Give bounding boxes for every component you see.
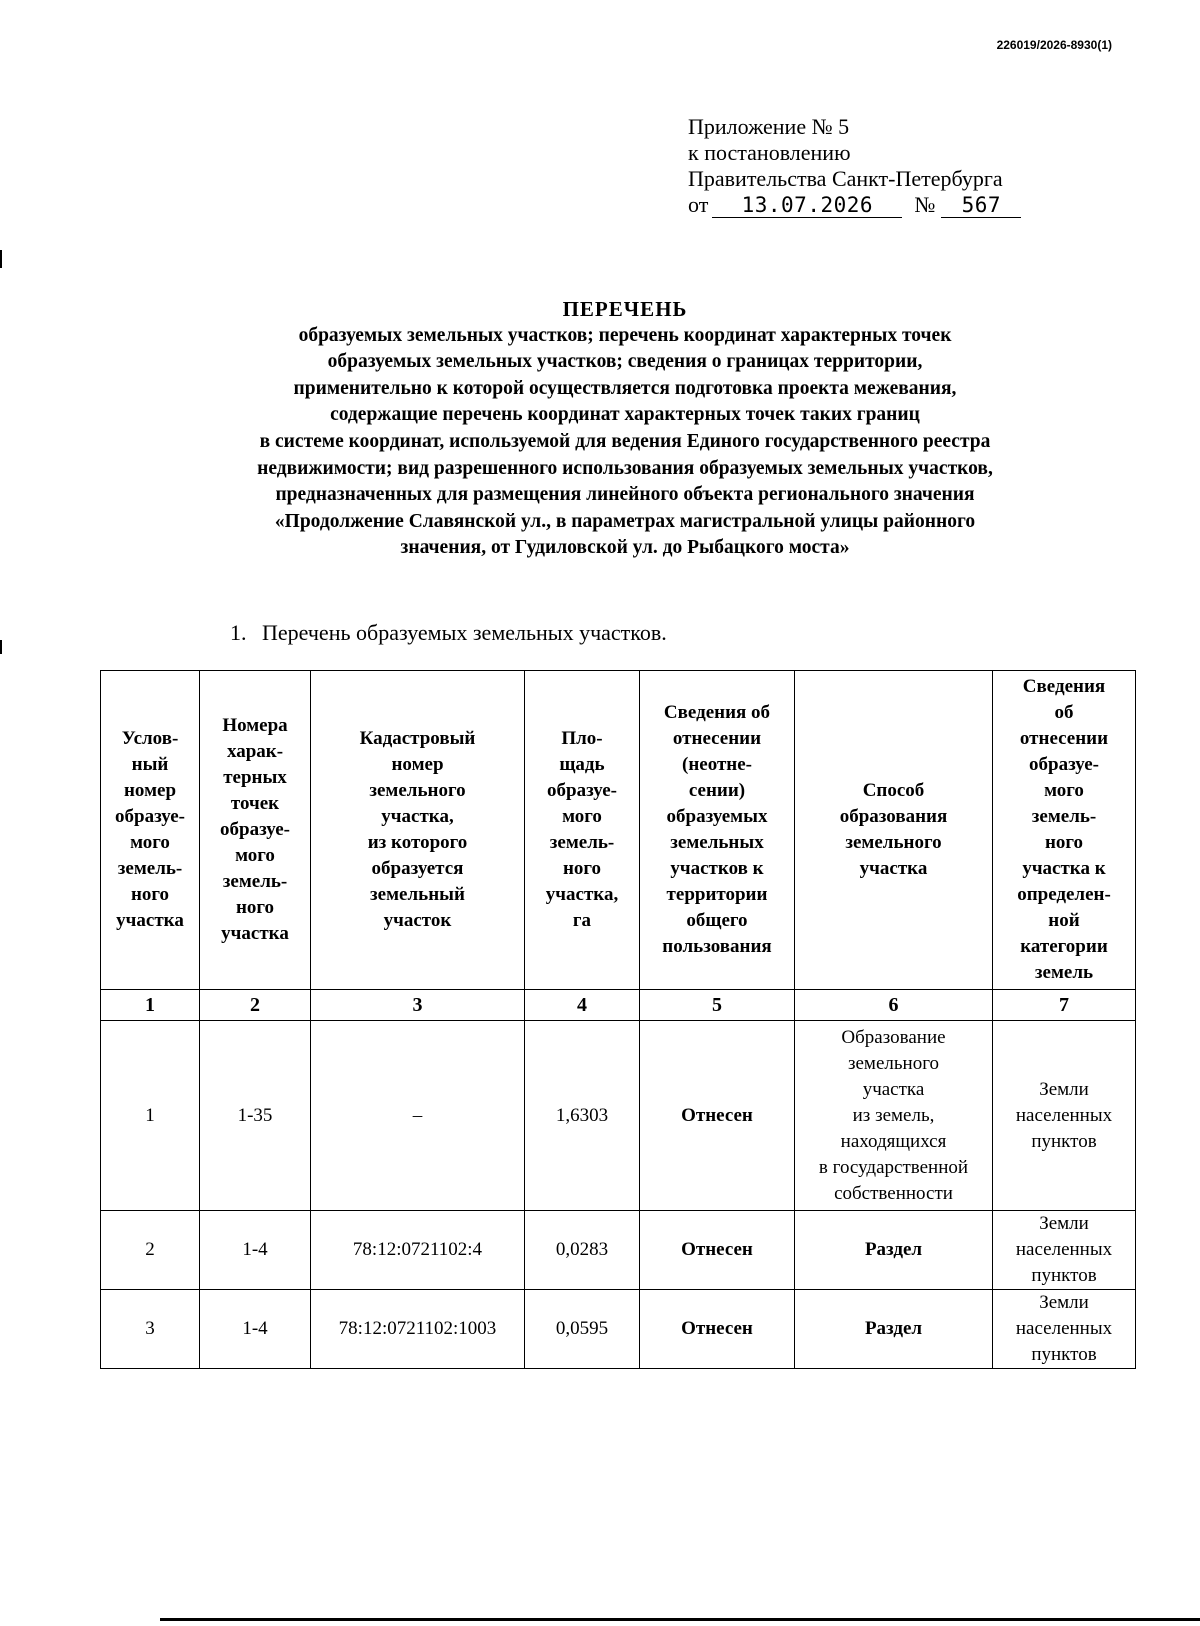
cell-line: участка xyxy=(859,858,928,879)
cell-line: Образование xyxy=(841,1026,946,1048)
cell-line: сении) xyxy=(688,780,746,801)
cell-line: Раздел xyxy=(864,1318,923,1339)
section-heading xyxy=(230,620,667,646)
land-plots-table xyxy=(100,670,1136,1369)
plot-method xyxy=(795,1211,993,1290)
title-line: образуемых земельных участков; сведения о границах территории, xyxy=(327,351,923,373)
cell-line: находящихся xyxy=(840,1130,947,1152)
cell-line: из которого xyxy=(367,832,468,853)
plot-points: 1-35 xyxy=(200,1021,311,1211)
cell-line: Номера xyxy=(222,715,288,736)
cell-line: участка xyxy=(862,1078,925,1100)
cell-line: образуе- xyxy=(115,806,185,827)
title-line: предназначенных для размещения линейного объекта регионального значения xyxy=(275,484,975,506)
cell-line: ного xyxy=(562,858,602,879)
plot-points: 1-4 xyxy=(200,1290,311,1369)
cell-line: категории xyxy=(1020,936,1108,957)
plot-category xyxy=(993,1021,1136,1211)
plot-points: 1-4 xyxy=(200,1211,311,1290)
cell-line: отнесении xyxy=(1019,728,1109,749)
cell-line: земель- xyxy=(1031,806,1097,827)
title-line: недвижимости; вид разрешенного использования образуемых земельных участков, xyxy=(257,457,993,479)
cell-line: мого xyxy=(1044,780,1084,801)
cell-line: Кадастровый xyxy=(359,728,476,749)
cell-line: ного xyxy=(235,897,275,918)
cell-line: участка xyxy=(116,910,184,931)
plot-category xyxy=(993,1290,1136,1369)
title-line: «Продолжение Славянской ул., в параметрах магистральной улицы районного xyxy=(274,510,976,532)
cell-line: Сведения xyxy=(1022,676,1106,697)
cell-line: земельного xyxy=(845,832,942,853)
plot-number: 3 xyxy=(101,1290,200,1369)
plot-method xyxy=(795,1021,993,1211)
plot-cadastral: 78:12:0721102:1003 xyxy=(311,1290,525,1369)
column-number: 3 xyxy=(311,990,525,1021)
document-id: 226019/2026-8930(1) xyxy=(996,38,1112,52)
appendix-line-1: Приложение № 5 xyxy=(688,114,850,139)
cell-line: в государственной xyxy=(818,1156,969,1178)
header-cell xyxy=(795,671,993,990)
cell-line: определен- xyxy=(1017,884,1111,905)
column-number: 7 xyxy=(993,990,1136,1021)
cell-line: земельный xyxy=(370,884,465,905)
title-line: в системе координат, используемой для ведения Единого государственного реестра xyxy=(259,430,991,452)
header-cell xyxy=(101,671,200,990)
column-number: 6 xyxy=(795,990,993,1021)
cell-line: Раздел xyxy=(864,1239,923,1260)
cell-line: ной xyxy=(1048,910,1080,931)
cell-line: земель xyxy=(1034,962,1094,983)
plot-area: 0,0283 xyxy=(525,1211,640,1290)
cell-line: участка к xyxy=(1022,858,1106,879)
cell-line: образуемых xyxy=(666,806,768,827)
cell-line: земельного xyxy=(847,1052,940,1074)
header-cell xyxy=(525,671,640,990)
cell-line: отнесении xyxy=(672,728,762,749)
cell-line: образуе- xyxy=(220,819,290,840)
plot-relation: Отнесен xyxy=(640,1211,795,1290)
cell-line: участка, xyxy=(545,884,619,905)
plot-method xyxy=(795,1290,993,1369)
cell-line: мого xyxy=(562,806,602,827)
cell-line: об xyxy=(1054,702,1074,723)
cell-line: Земли xyxy=(1039,1292,1089,1313)
cell-line: территории xyxy=(666,884,768,905)
cell-line: общего xyxy=(686,910,748,931)
plot-number: 1 xyxy=(101,1021,200,1211)
cell-line: (неотне- xyxy=(682,754,752,775)
cell-line: земель- xyxy=(549,832,615,853)
table-row xyxy=(101,1290,1136,1369)
plot-relation: Отнесен xyxy=(640,1021,795,1211)
section-title: Перечень образуемых земельных участков. xyxy=(262,620,667,645)
appendix-date-row xyxy=(688,192,1021,218)
cell-line: щадь xyxy=(559,754,605,775)
header-cell xyxy=(993,671,1136,990)
cell-line: ный xyxy=(131,754,169,775)
cell-line: мого xyxy=(130,832,170,853)
cell-line: пунктов xyxy=(1031,1265,1097,1286)
number-label: № xyxy=(914,192,936,217)
cell-line: номер xyxy=(123,780,177,801)
column-number: 2 xyxy=(200,990,311,1021)
plot-relation: Отнесен xyxy=(640,1290,795,1369)
plot-category xyxy=(993,1211,1136,1290)
header-cell xyxy=(200,671,311,990)
column-number-row xyxy=(101,990,1136,1021)
cell-line: образуется xyxy=(371,858,464,879)
cell-line: мого xyxy=(235,845,275,866)
cell-line: земельного xyxy=(369,780,466,801)
cell-line: ного xyxy=(130,884,170,905)
header-cell xyxy=(311,671,525,990)
table-header-row xyxy=(101,671,1136,990)
cell-line: земельных xyxy=(670,832,764,853)
cell-line: образуе- xyxy=(547,780,617,801)
plot-cadastral: 78:12:0721102:4 xyxy=(311,1211,525,1290)
cell-line: участка xyxy=(221,923,289,944)
column-number: 5 xyxy=(640,990,795,1021)
ot-label: от xyxy=(688,192,709,217)
cell-line: населенных xyxy=(1015,1318,1113,1339)
document-title xyxy=(100,296,1150,562)
cell-line: Услов- xyxy=(121,728,179,749)
cell-line: га xyxy=(572,910,592,931)
appendix-line-3: Правительства Санкт-Петербурга xyxy=(688,166,1003,191)
cell-line: ного xyxy=(1044,832,1084,853)
title-main: ПЕРЕЧЕНЬ xyxy=(562,297,688,321)
cell-line: Сведения об xyxy=(663,702,771,723)
cell-line: харак- xyxy=(226,741,284,762)
cell-line: собственности xyxy=(834,1182,953,1204)
cell-line: населенных xyxy=(1015,1104,1113,1126)
column-number: 1 xyxy=(101,990,200,1021)
cell-line: земель- xyxy=(117,858,183,879)
header-cell xyxy=(640,671,795,990)
cell-line: участка, xyxy=(381,806,454,827)
cell-line: земель- xyxy=(222,871,288,892)
appendix-block xyxy=(688,114,1021,218)
cell-line: пунктов xyxy=(1031,1344,1097,1365)
cell-line: Земли xyxy=(1039,1213,1089,1234)
cell-line: точек xyxy=(230,793,280,814)
scan-edge-mark xyxy=(0,250,2,268)
appendix-line-2: к постановлению xyxy=(688,140,851,165)
cell-line: пользования xyxy=(662,936,772,957)
plot-area: 1,6303 xyxy=(525,1021,640,1211)
plot-cadastral: – xyxy=(311,1021,525,1211)
cell-line: терных xyxy=(223,767,287,788)
column-number: 4 xyxy=(525,990,640,1021)
scan-bottom-rule xyxy=(160,1618,1200,1621)
cell-line: номер xyxy=(391,754,444,775)
table-row xyxy=(101,1021,1136,1211)
decree-date: 13.07.2026 xyxy=(712,193,902,218)
title-line: применительно к которой осуществляется подготовка проекта межевания, xyxy=(293,377,957,399)
cell-line: Земли xyxy=(1039,1078,1089,1100)
plot-number: 2 xyxy=(101,1211,200,1290)
plot-area: 0,0595 xyxy=(525,1290,640,1369)
cell-line: Способ xyxy=(862,780,925,801)
decree-number: 567 xyxy=(941,193,1021,218)
title-line: образуемых земельных участков; перечень координат характерных точек xyxy=(298,324,952,346)
title-line: содержащие перечень координат характерных точек таких границ xyxy=(330,404,920,426)
cell-line: из земель, xyxy=(852,1104,935,1126)
cell-line: пунктов xyxy=(1031,1130,1097,1152)
cell-line: образуе- xyxy=(1029,754,1099,775)
cell-line: образования xyxy=(839,806,948,827)
title-line: значения, от Гудиловской ул. до Рыбацкого моста» xyxy=(400,537,850,559)
section-number: 1. xyxy=(230,620,247,645)
cell-line: участков к xyxy=(670,858,764,879)
cell-line: участок xyxy=(383,910,452,931)
scan-edge-mark xyxy=(0,640,2,654)
table-row xyxy=(101,1211,1136,1290)
cell-line: населенных xyxy=(1015,1239,1113,1260)
cell-line: Пло- xyxy=(561,728,603,749)
